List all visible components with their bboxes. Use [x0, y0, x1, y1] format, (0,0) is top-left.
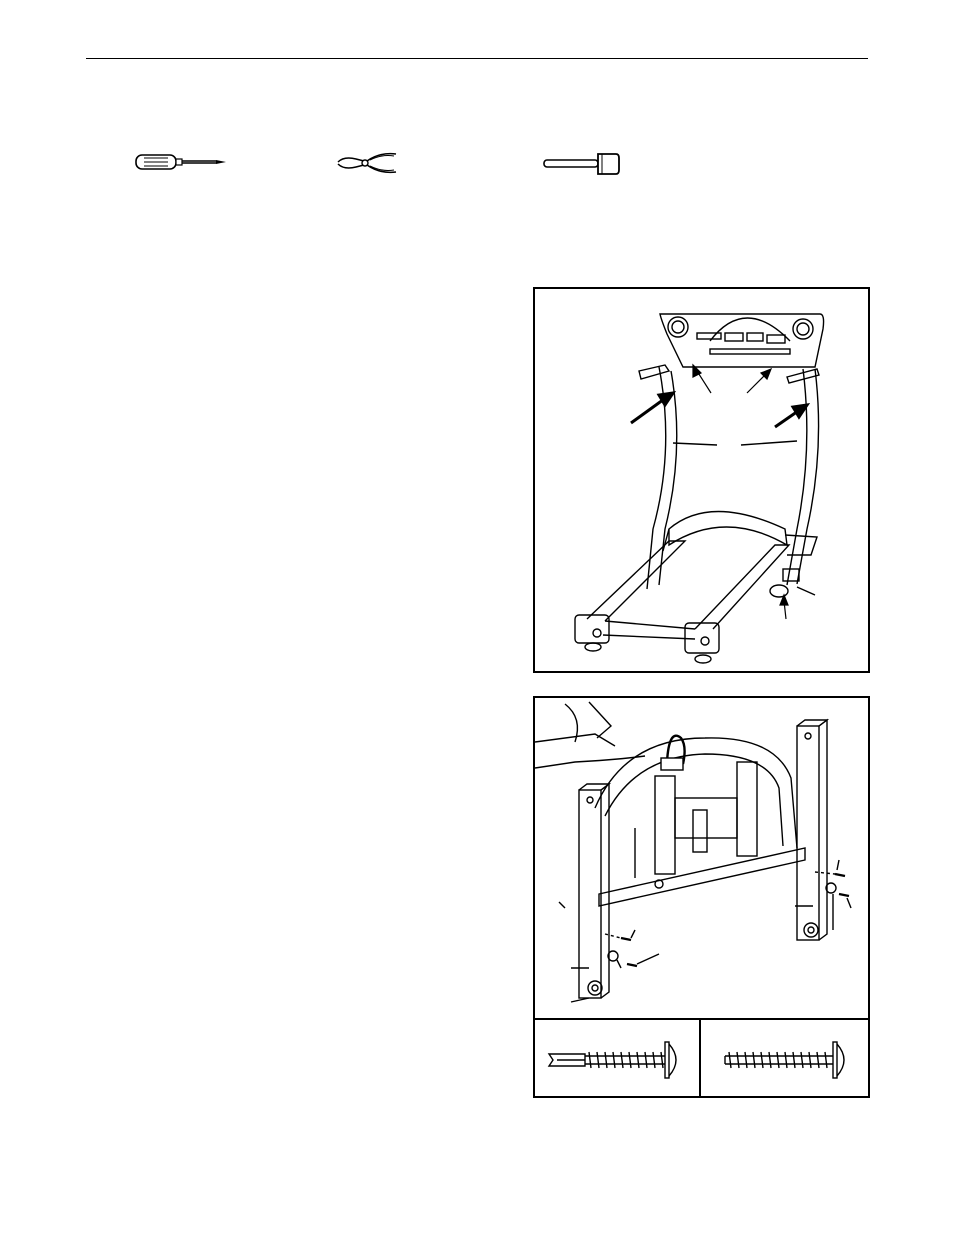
figure-screw: [699, 1018, 870, 1098]
rubber-mallet-icon: [542, 150, 622, 178]
figure-upright-base-assembly: [533, 696, 870, 1020]
pliers-icon: [336, 148, 400, 178]
figure-treadmill-overview: [533, 287, 870, 673]
phillips-screwdriver-icon: [134, 150, 230, 176]
header-rule: [86, 58, 868, 59]
figure-self-tapping-screw: [533, 1018, 701, 1098]
